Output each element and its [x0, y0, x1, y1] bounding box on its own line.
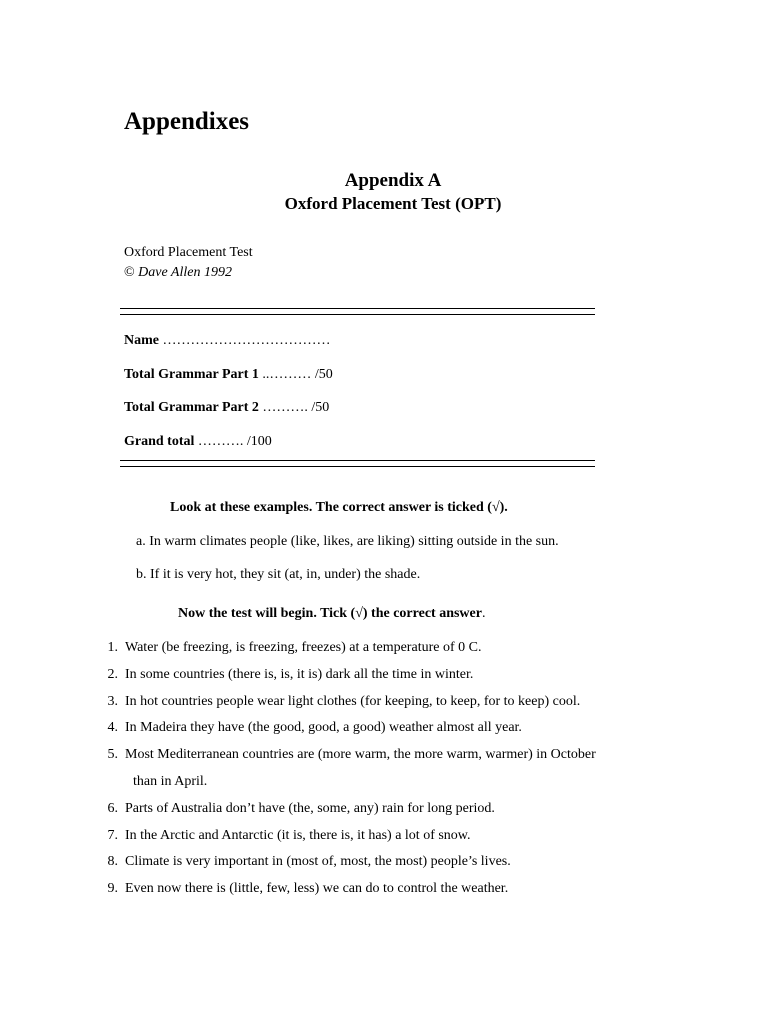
grammar-part2-field [124, 400, 329, 416]
part2-dots: ………. /50 [262, 400, 330, 415]
question-text: Water (be freezing, is freezing, freezes) at a temperature of 0 C. [125, 640, 482, 655]
question-number: 4. [107, 720, 118, 735]
test-name: Oxford Placement Test [124, 245, 253, 260]
question-number: 7. [107, 828, 118, 843]
appendix-heading: Appendix A [344, 170, 442, 191]
question-number: 3. [107, 694, 118, 709]
part1-dots: ..……… /50 [262, 367, 333, 382]
question-number: 1. [107, 640, 118, 655]
question-text: In the Arctic and Antarctic (it is, there is, it has) a lot of snow. [125, 828, 471, 843]
copyright-symbol: © [124, 265, 135, 280]
grand-label: Grand total [124, 434, 195, 449]
question-number: 9. [107, 881, 118, 896]
question-number: 8. [107, 854, 118, 869]
name-label: Name [124, 333, 159, 348]
example-a: a. In warm climates people (like, likes, are liking) sitting outside in the sun. [136, 534, 559, 549]
appendix-subheading: Oxford Placement Test (OPT) [284, 194, 502, 213]
question-text: Most Mediterranean countries are (more warm, the more warm, warmer) in October [125, 747, 596, 762]
part2-label: Total Grammar Part 2 [124, 400, 259, 415]
example-b: b. If it is very hot, they sit (at, in, under) the shade. [136, 567, 421, 582]
question-text: Climate is very important in (most of, most, the most) people’s lives. [125, 854, 511, 869]
grammar-part1-field [124, 367, 333, 383]
test-start-instruction [178, 606, 485, 622]
grand-total-field [124, 434, 272, 450]
question-text: In some countries (there is, is, it is) dark all the time in winter. [125, 667, 474, 682]
bottom-divider-upper [120, 460, 595, 461]
examples-instruction: Look at these examples. The correct answer is ticked (√). [170, 500, 508, 515]
bottom-divider-lower [120, 466, 595, 467]
top-divider-lower [120, 314, 595, 315]
grand-dots: ………. /100 [197, 434, 272, 449]
question-text: In Madeira they have (the good, good, a good) weather almost all year. [125, 720, 522, 735]
question-number: 2. [107, 667, 118, 682]
question-text: In hot countries people wear light clothes (for keeping, to keep, for to keep) cool. [125, 694, 581, 709]
page-title: Appendixes [124, 108, 250, 135]
question-number: 5. [107, 747, 118, 762]
copyright-text: Dave Allen 1992 [138, 265, 232, 280]
name-field [124, 333, 331, 349]
copyright-line [124, 265, 232, 281]
question-text: Even now there is (little, few, less) we can do to control the weather. [125, 881, 509, 896]
test-start-period: . [481, 606, 486, 621]
test-start-text: Now the test will begin. Tick (√) the correct answer [178, 606, 482, 621]
question-text: Parts of Australia don’t have (the, some, any) rain for long period. [125, 801, 495, 816]
top-divider-upper [120, 308, 595, 309]
question-number: 6. [107, 801, 118, 816]
part1-label: Total Grammar Part 1 [124, 367, 259, 382]
name-dots: ……………………………… [162, 333, 331, 348]
question-continuation: than in April. [133, 774, 208, 789]
